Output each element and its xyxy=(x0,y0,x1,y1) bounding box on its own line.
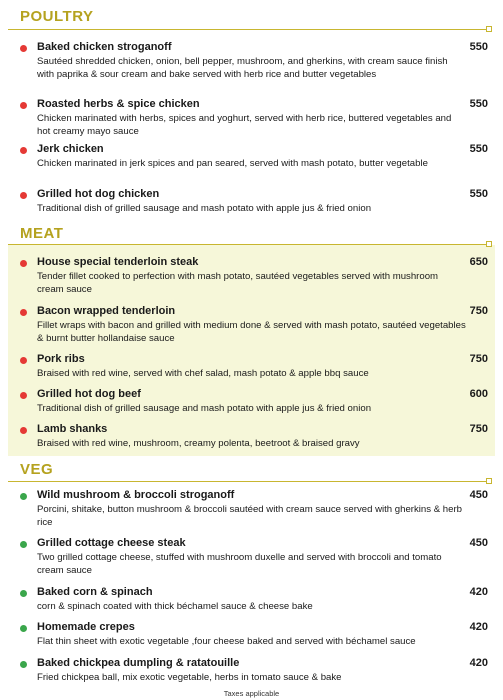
item-description: Chicken marinated in jerk spices and pan seared, served with mash potato, butter vegetable xyxy=(37,158,428,169)
item-name: Jerk chicken xyxy=(37,143,104,155)
item-price: 420 xyxy=(469,586,488,598)
item-description: Braised with red wine, served with chef salad, mash potato & apple bbq sauce xyxy=(37,368,369,379)
veg-dot-icon xyxy=(20,661,27,668)
veg-dot-icon xyxy=(20,493,27,500)
veg-dot-icon xyxy=(20,541,27,548)
taxes-note: Taxes applicable xyxy=(223,689,280,698)
divider-dot-icon xyxy=(486,478,492,484)
item-price: 750 xyxy=(469,423,488,435)
item-price: 420 xyxy=(469,621,488,633)
item-name: Bacon wrapped tenderloin xyxy=(37,305,176,317)
item-name: Homemade crepes xyxy=(37,621,135,633)
section-divider xyxy=(8,244,489,245)
item-price: 550 xyxy=(469,188,488,200)
item-price: 450 xyxy=(469,537,488,549)
item-name: Baked chicken stroganoff xyxy=(37,41,172,53)
item-description: corn & spinach coated with thick béchamel sauce & cheese bake xyxy=(37,601,313,612)
veg-dot-icon xyxy=(20,625,27,632)
item-price: 600 xyxy=(469,388,488,400)
item-description: Chicken marinated with herbs, spices and yoghurt, served with herb rice, buttered vegetables and hot creamy mayo sauce xyxy=(37,113,452,137)
non-veg-dot-icon xyxy=(20,147,27,154)
section-title-meat: MEAT xyxy=(20,225,64,242)
veg-dot-icon xyxy=(20,590,27,597)
section-divider xyxy=(8,29,489,30)
divider-dot-icon xyxy=(486,26,492,32)
item-name: Lamb shanks xyxy=(37,423,108,435)
non-veg-dot-icon xyxy=(20,45,27,52)
non-veg-dot-icon xyxy=(20,427,27,434)
divider-dot-icon xyxy=(486,241,492,247)
item-description: Braised with red wine, mushroom, creamy polenta, beetroot & braised gravy xyxy=(37,438,360,449)
section-title-poultry: POULTRY xyxy=(20,8,94,25)
item-name: Pork ribs xyxy=(37,353,85,365)
item-name: Roasted herbs & spice chicken xyxy=(37,98,200,110)
non-veg-dot-icon xyxy=(20,309,27,316)
non-veg-dot-icon xyxy=(20,357,27,364)
item-description: Two grilled cottage cheese, stuffed with mushroom duxelle and served with broccoli and tomato cream sauce xyxy=(37,552,442,576)
item-price: 420 xyxy=(469,657,488,669)
item-price: 450 xyxy=(469,489,488,501)
item-name: Baked corn & spinach xyxy=(37,586,153,598)
non-veg-dot-icon xyxy=(20,260,27,267)
non-veg-dot-icon xyxy=(20,392,27,399)
item-price: 750 xyxy=(469,305,488,317)
item-name: Baked chickpea dumpling & ratatouille xyxy=(37,657,240,669)
item-description: Traditional dish of grilled sausage and mash potato with apple jus & fried onion xyxy=(37,403,372,414)
item-description: Fried chickpea ball, mix exotic vegetable, herbs in tomato sauce & bake xyxy=(37,672,342,683)
item-name: Grilled hot dog chicken xyxy=(37,188,160,200)
item-price: 550 xyxy=(469,98,488,110)
item-price: 750 xyxy=(469,353,488,365)
item-price: 650 xyxy=(469,256,488,268)
non-veg-dot-icon xyxy=(20,192,27,199)
item-description: Sautéed shredded chicken, onion, bell pepper, mushroom, and gherkins, with cream sauce finish with paprika & sour cream and bake served with herb rice and butter vegetables xyxy=(37,56,448,80)
item-description: Tender fillet cooked to perfection with mash potato, sautéed vegetables served with mushroom cream sauce xyxy=(37,271,439,295)
item-description: Porcini, shitake, button mushroom & broccoli sautéed with cream sauce served with gherkins & herb rice xyxy=(37,504,462,528)
item-name: Wild mushroom & broccoli stroganoff xyxy=(37,489,235,501)
item-description: Traditional dish of grilled sausage and mash potato with apple jus & fried onion xyxy=(37,203,372,214)
item-name: House special tenderloin steak xyxy=(37,256,199,268)
item-name: Grilled hot dog beef xyxy=(37,388,141,400)
item-price: 550 xyxy=(469,143,488,155)
item-description: Fillet wraps with bacon and grilled with medium done & served with mash potato, sautéed vegetables & burnt butter hollandaise sauce xyxy=(37,320,466,344)
item-price: 550 xyxy=(469,41,488,53)
non-veg-dot-icon xyxy=(20,102,27,109)
section-divider xyxy=(8,481,489,482)
item-description: Flat thin sheet with exotic vegetable ,four cheese baked and served with béchamel sauce xyxy=(37,636,416,647)
section-title-veg: VEG xyxy=(20,461,54,478)
item-name: Grilled cottage cheese steak xyxy=(37,537,186,549)
